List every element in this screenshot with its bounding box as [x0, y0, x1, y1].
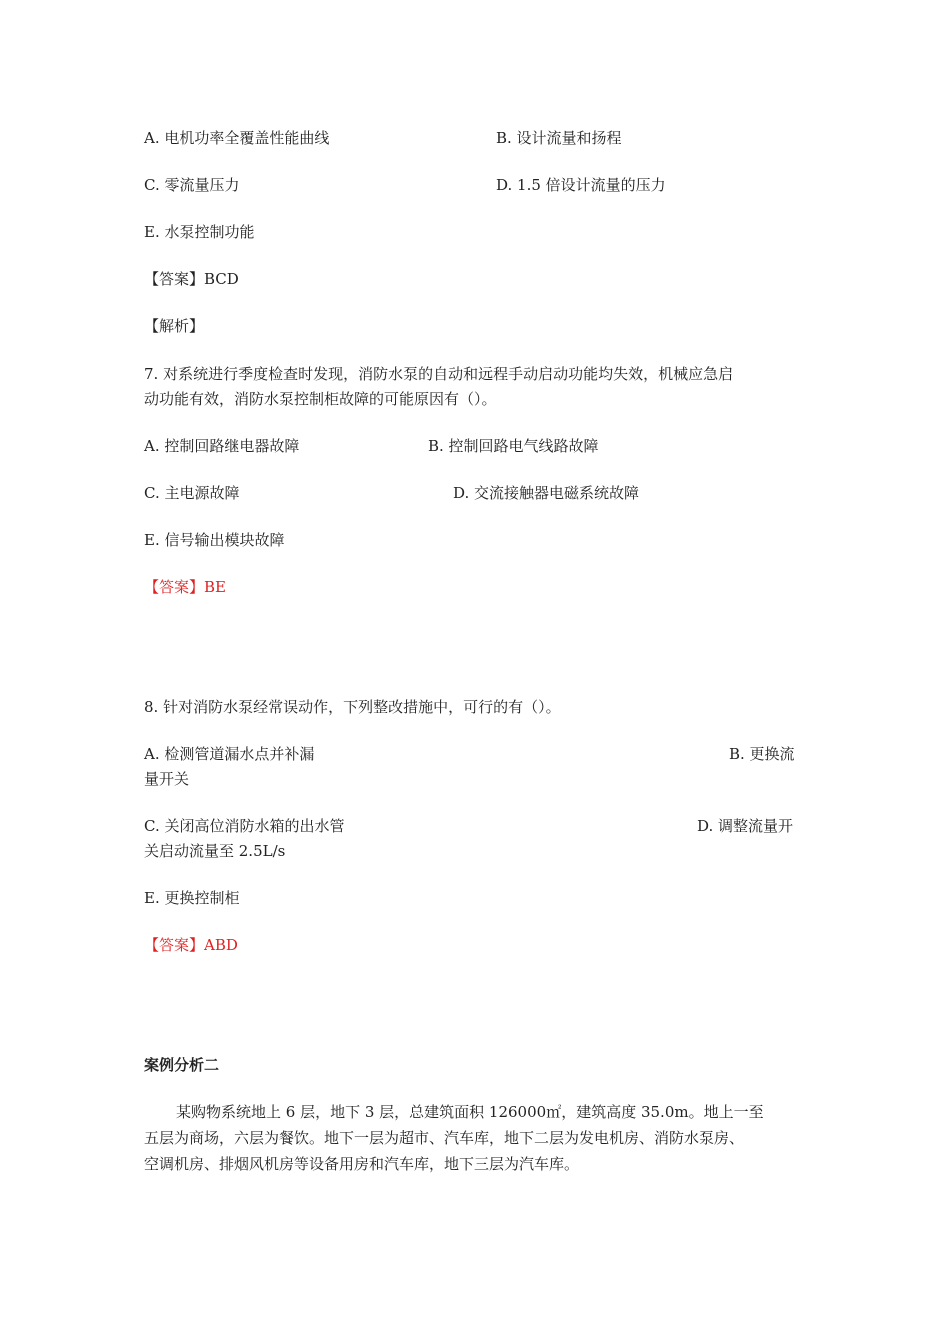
q8-option-c: C. 关闭高位消防水箱的出水管 [144, 817, 345, 835]
q8-option-b-cont: 量开关 [144, 770, 190, 788]
q8-option-d-cont: 关启动流量至 2.5L/s [144, 842, 286, 860]
q8-option-d: D. 调整流量开 [697, 817, 794, 835]
q6-option-e: E. 水泵控制功能 [144, 223, 255, 241]
q6-option-d: D. 1.5 倍设计流量的压力 [496, 176, 666, 194]
q8-stem: 8. 针对消防水泵经常误动作，下列整改措施中，可行的有（）。 [144, 698, 561, 716]
q7-stem-line-2: 动功能有效，消防水泵控制柜故障的可能原因有（）。 [144, 390, 497, 408]
q6-analysis-label: 【解析】 [144, 317, 205, 335]
q7-stem-line-1: 7. 对系统进行季度检查时发现，消防水泵的自动和远程手动启动功能均失效，机械应急启 [144, 365, 734, 383]
q7-option-b: B. 控制回路电气线路故障 [428, 437, 599, 455]
case-heading: 案例分析二 [144, 1056, 220, 1074]
q7-option-c: C. 主电源故障 [144, 484, 240, 502]
q7-option-e: E. 信号输出模块故障 [144, 531, 285, 549]
q6-answer: 【答案】BCD [144, 270, 239, 288]
q6-option-a: A. 电机功率全覆盖性能曲线 [144, 129, 330, 147]
q7-option-d: D. 交流接触器电磁系统故障 [453, 484, 640, 502]
q8-option-e: E. 更换控制柜 [144, 889, 240, 907]
case-paragraph-line-1: 某购物系统地上 6 层，地下 3 层，总建筑面积 126000㎡，建筑高度 35.0m。地上一至 [176, 1103, 764, 1121]
q7-option-a: A. 控制回路继电器故障 [144, 437, 300, 455]
q8-option-a: A. 检测管道漏水点并补漏 [144, 745, 315, 763]
case-paragraph-line-3: 空调机房、排烟风机房等设备用房和汽车库，地下三层为汽车库。 [144, 1155, 580, 1173]
q6-option-b: B. 设计流量和扬程 [496, 129, 622, 147]
q6-option-c: C. 零流量压力 [144, 176, 240, 194]
q7-answer: 【答案】BE [144, 578, 226, 596]
case-paragraph-line-2: 五层为商场，六层为餐饮。地下一层为超市、汽车库，地下二层为发电机房、消防水泵房、 [144, 1129, 745, 1147]
q8-answer: 【答案】ABD [144, 936, 238, 954]
q8-option-b: B. 更换流 [729, 745, 795, 763]
